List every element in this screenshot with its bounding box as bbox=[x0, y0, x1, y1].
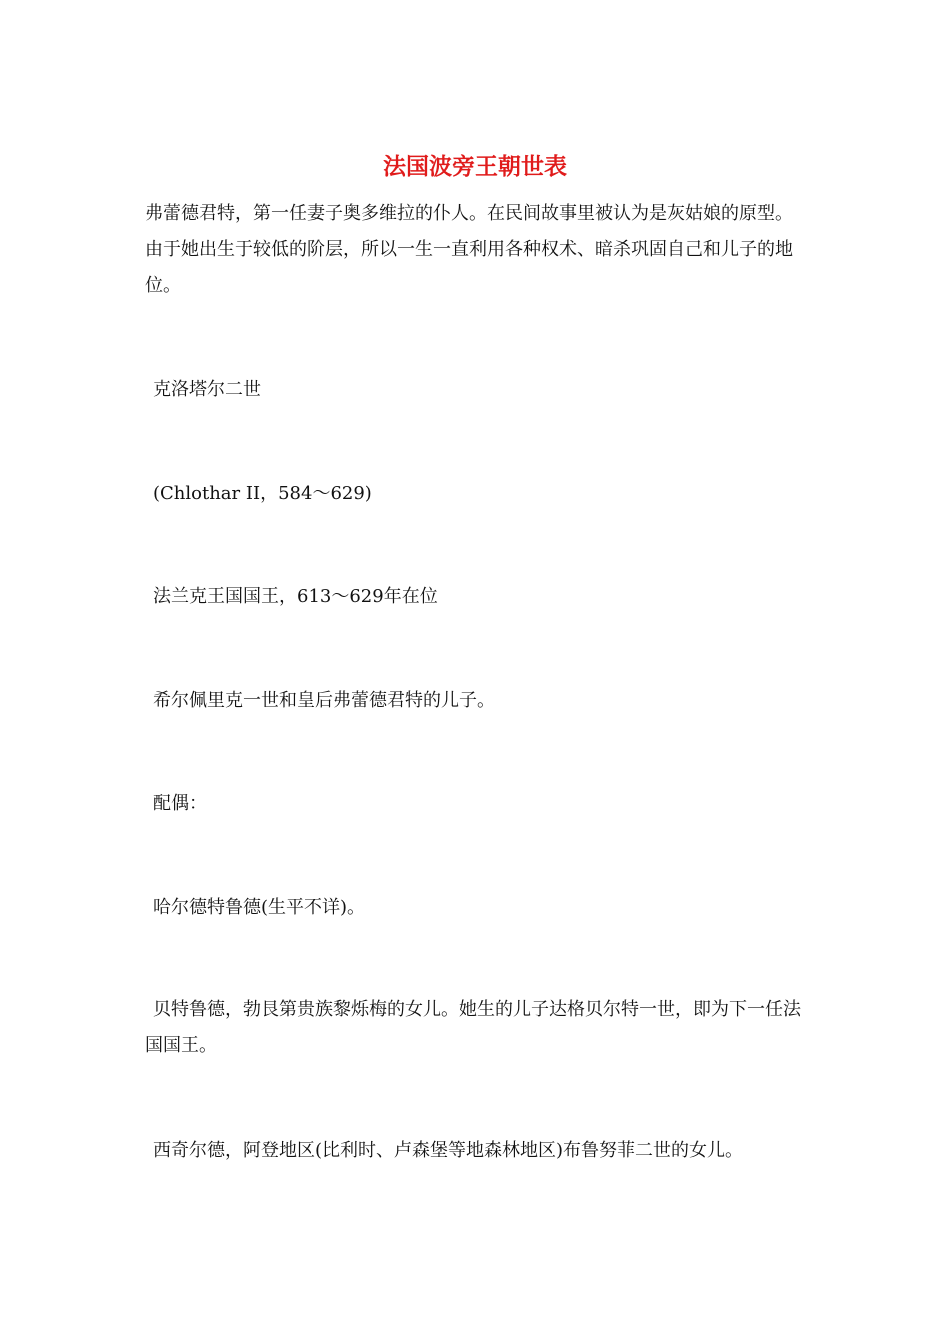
paragraph-clothar-name: 克洛塔尔二世 bbox=[153, 379, 261, 400]
paragraph-reign: 法兰克王国国王，613～629年在位 bbox=[153, 586, 438, 607]
document-title: 法国波旁王朝世表 bbox=[383, 153, 567, 180]
paragraph-spouse-3: 西奇尔德，阿登地区(比利时、卢森堡等地森林地区)布鲁努菲二世的女儿。 bbox=[153, 1140, 744, 1161]
paragraph-parentage: 希尔佩里克一世和皇后弗蕾德君特的儿子。 bbox=[153, 690, 495, 711]
paragraph-fredegund: 弗蕾德君特，第一任妻子奥多维拉的仆人。在民间故事里被认为是灰姑娘的原型。由于她出生于较低的阶层，所以一生一直利用各种权术、暗杀巩固自己和儿子的地位。 bbox=[145, 203, 793, 296]
paragraph-clothar-dates: (Chlothar II，584～629) bbox=[153, 483, 372, 504]
paragraph-spouse-1: 哈尔德特鲁德(生平不详)。 bbox=[153, 897, 366, 918]
paragraph-spouse-2: 贝特鲁德，勃艮第贵族黎烁梅的女儿。她生的儿子达格贝尔特一世，即为下一任法国国王。 bbox=[145, 999, 801, 1056]
paragraph-spouses-heading: 配偶： bbox=[153, 793, 207, 814]
